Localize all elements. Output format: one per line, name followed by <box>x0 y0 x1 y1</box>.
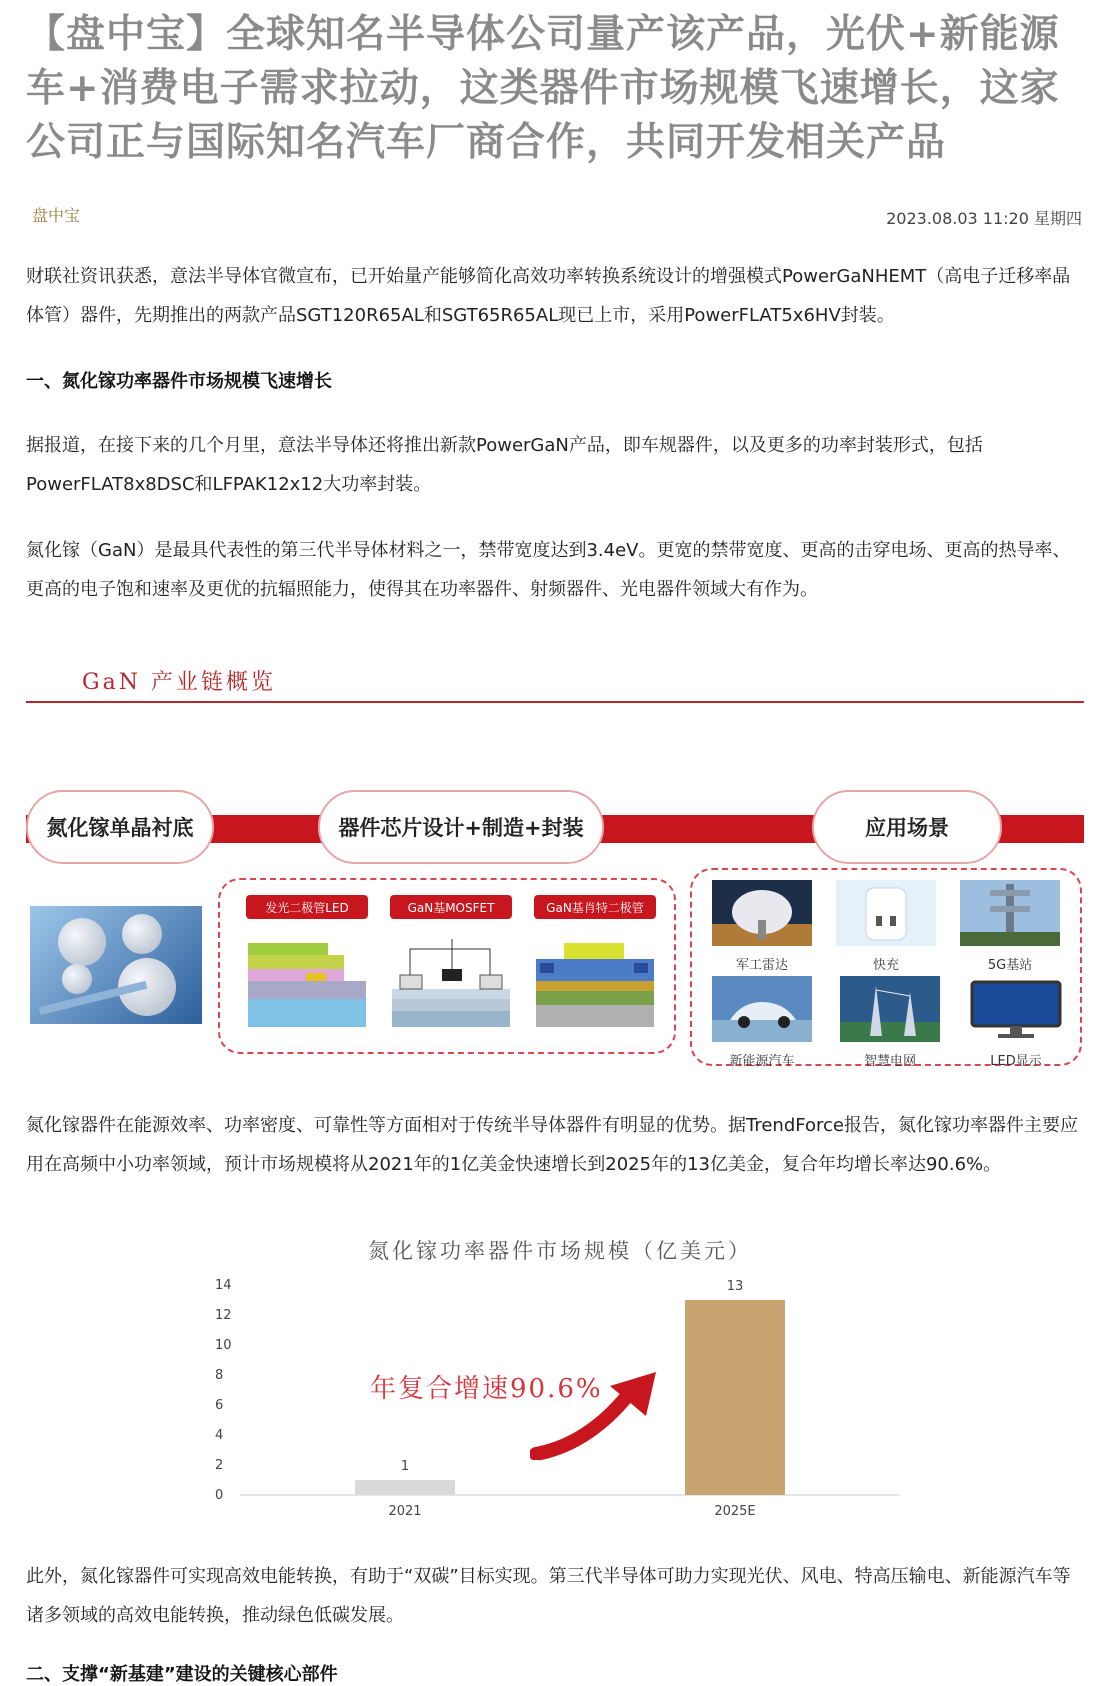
chart-title: 氮化镓功率器件市场规模（亿美元） <box>368 1239 752 1263</box>
paragraph-intro: 财联社资讯获悉，意法半导体官微宣布，已开始量产能够简化高效功率转换系统设计的增强模式PowerGaNHEMT（高电子迁移率晶体管）器件，先期推出的两款产品SGT120R65AL和SGT65R65AL现已上市，采用PowerFLAT5x6HV封装。 <box>26 266 1071 326</box>
paragraph-gan-properties: 氮化镓（GaN）是最具代表性的第三代半导体材料之一，禁带宽度达到3.4eV。更宽的禁带宽度、更高的击穿电场、更高的热导率、更高的电子饱和速率及更优的抗辐照能力，使得其在功率器件、射频器件、光电器件领域大有作为。 <box>26 540 1071 600</box>
growth-arrow-icon <box>530 1370 670 1460</box>
mosfet-structure-image <box>390 929 512 1029</box>
chip-mosfet-label: GaN基MOSFET <box>390 895 512 919</box>
app-led-display <box>966 976 1066 1069</box>
app-fast-charge-label: 快充 <box>872 958 899 973</box>
led-structure-image <box>246 929 368 1029</box>
wafer-image <box>30 906 202 1024</box>
x-tick-label: 2025E <box>714 1504 756 1519</box>
source-name[interactable]: 盘中宝 <box>32 206 81 225</box>
ev-car-image <box>712 976 812 1042</box>
monitor-image <box>966 976 1066 1042</box>
stage-substrate: 氮化镓单晶衬底 <box>26 790 214 864</box>
stage-device: 器件芯片设计+制造+封装 <box>318 790 604 864</box>
article-title: 【盘中宝】全球知名半导体公司量产该产品，光伏+新能源车+消费电子需求拉动，这类器件市场规模飞速增长，这家公司正与国际知名汽车厂商合作，共同开发相关产品 <box>26 12 1060 165</box>
chip-schottky <box>534 895 656 1033</box>
app-nev-label: 新能源汽车 <box>729 1054 795 1069</box>
app-smart-grid-label: 智慧电网 <box>863 1054 916 1069</box>
bar-2021 <box>355 1480 455 1495</box>
bar-value-label: 1 <box>400 1459 410 1474</box>
stage-application: 应用场景 <box>812 790 1002 864</box>
app-led-display-label: LED显示 <box>990 1054 1042 1069</box>
smart-grid-image <box>840 976 940 1042</box>
section-heading-2: 二、支撑“新基建”建设的关键核心部件 <box>26 1664 338 1685</box>
app-radar <box>712 880 812 973</box>
chip-led-label: 发光二极管LED <box>246 895 368 919</box>
app-radar-label: 军工雷达 <box>735 958 788 973</box>
chip-led <box>246 895 368 1033</box>
app-fast-charge <box>836 880 936 973</box>
paragraph-market: 氮化镓器件在能源效率、功率密度、可靠性等方面相对于传统半导体器件有明显的优势。据TrendForce报告，氮化镓功率器件主要应用在高频中小功率领域，预计市场规模将从2021年的1亿美金快速增长到2025年的13亿美金，复合年均增长率达90.6%。 <box>26 1115 1078 1175</box>
chip-mosfet <box>390 895 512 1033</box>
bar-2025E <box>685 1300 785 1495</box>
y-tick-label: 6 <box>215 1398 224 1413</box>
figure-divider <box>26 701 1084 703</box>
bar-value-label: 13 <box>726 1279 744 1294</box>
paragraph-dual-carbon: 此外，氮化镓器件可实现高效电能转换，有助于“双碳”目标实现。第三代半导体可助力实现光伏、风电、特高压输电、新能源汽车等诸多领域的高效电能转换，推动绿色低碳发展。 <box>26 1566 1071 1626</box>
chip-schottky-label: GaN基肖特二极管 <box>534 895 656 919</box>
app-nev <box>712 976 812 1069</box>
y-tick-label: 10 <box>215 1338 232 1353</box>
y-tick-label: 12 <box>215 1308 232 1323</box>
radar-image <box>712 880 812 946</box>
y-tick-label: 0 <box>215 1488 224 1503</box>
section-heading-1: 一、氮化镓功率器件市场规模飞速增长 <box>26 371 332 392</box>
base-station-image <box>960 880 1060 946</box>
y-tick-label: 4 <box>215 1428 224 1443</box>
schottky-structure-image <box>534 929 656 1029</box>
paragraph-products: 据报道，在接下来的几个月里，意法半导体还将推出新款PowerGaN产品，即车规器件，以及更多的功率封装形式，包括PowerFLAT8x8DSC和LFPAK12x12大功率封装。 <box>26 435 983 495</box>
x-tick-label: 2021 <box>388 1504 422 1519</box>
app-5g-station <box>960 880 1060 973</box>
y-tick-label: 2 <box>215 1458 224 1473</box>
publish-datetime: 2023.08.03 11:20 星期四 <box>886 209 1082 228</box>
app-smart-grid <box>840 976 940 1069</box>
charger-image <box>836 880 936 946</box>
app-5g-station-label: 5G基站 <box>987 958 1033 973</box>
y-tick-label: 14 <box>215 1278 232 1293</box>
cagr-annotation: 年复合增速90.6% <box>370 1374 603 1404</box>
y-tick-label: 8 <box>215 1368 224 1383</box>
figure-title: GaN 产业链概览 <box>82 670 276 695</box>
